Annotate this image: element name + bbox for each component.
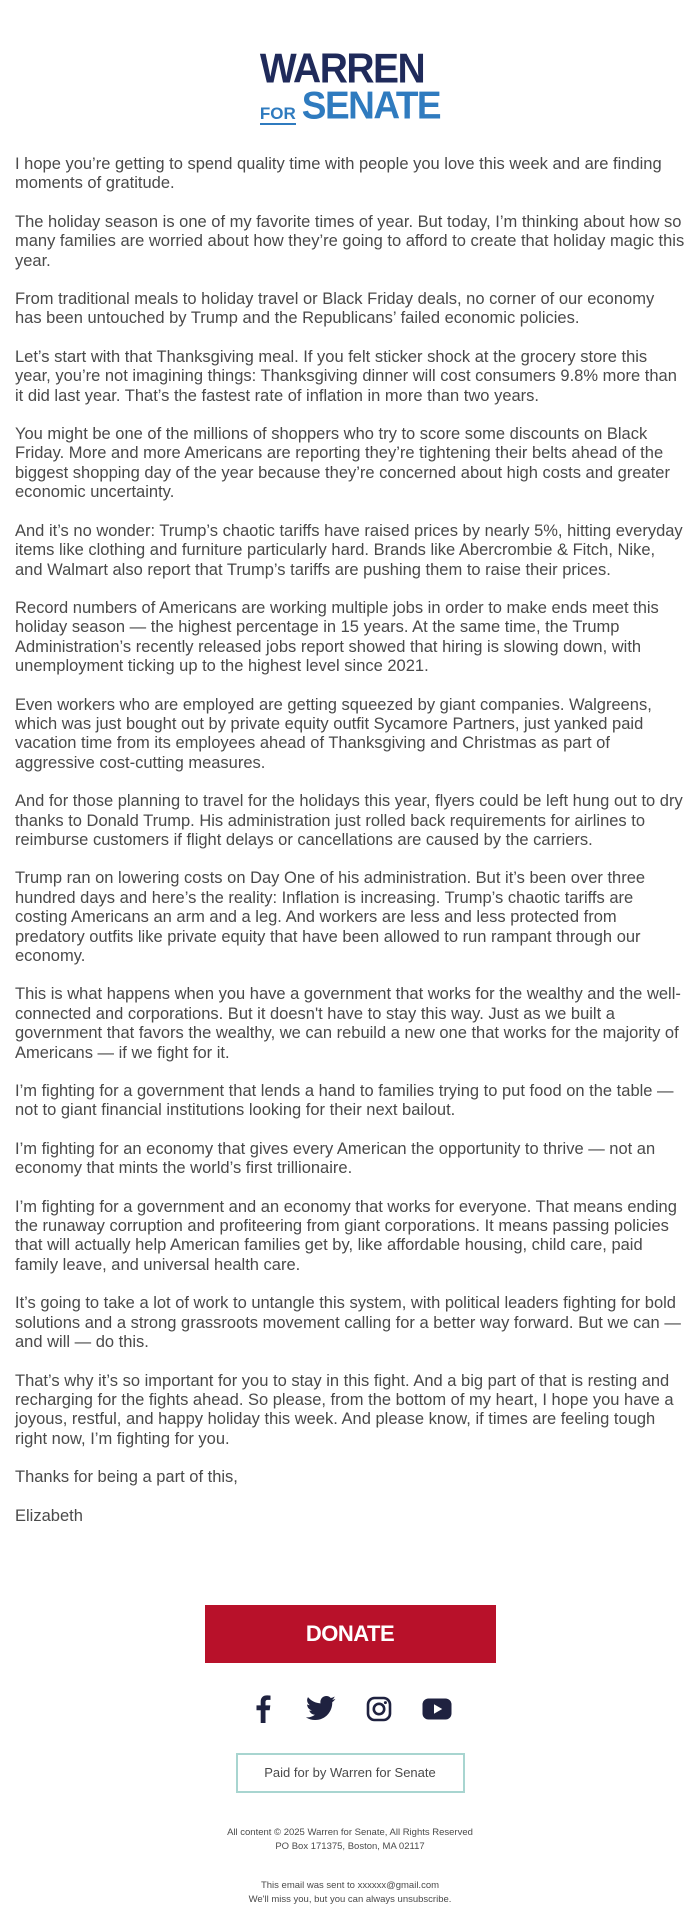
paid-for-disclaimer: Paid for by Warren for Senate bbox=[236, 1753, 465, 1793]
footer-subscription bbox=[0, 1854, 700, 1907]
copyright-text: All content © 2025 Warren for Senate, All Rights Reserved bbox=[227, 1826, 473, 1838]
sign-off: Thanks for being a part of this, bbox=[15, 1468, 238, 1487]
footer-legal bbox=[0, 1793, 700, 1854]
paragraph: Trump ran on lowering costs on Day One of his administration. But it’s been over three hundred days and here’s the reality: Inflation is increasing. Trump’s chaotic tariffs are costing Americans an arm and a leg. And workers are less and less protected from predatory outfits like private equity that have been allowed to run rampant through our economy. bbox=[15, 869, 646, 965]
logo-senate-text: SENATE bbox=[301, 84, 441, 128]
paragraph: I’m fighting for a government that lends a hand to families trying to put food on the table — not to giant financial institutions looking for their next bailout. bbox=[15, 1082, 674, 1120]
youtube-icon[interactable] bbox=[419, 1693, 455, 1725]
email-body bbox=[0, 130, 700, 1526]
paragraph: It’s going to take a lot of work to untangle this system, with political leaders fighting for bold solutions and a strong grassroots movement calling for a better way forward. But we can — and will — do this. bbox=[15, 1294, 681, 1352]
sent-to-text: This email was sent to xxxxxx@gmail.com bbox=[260, 1879, 440, 1891]
twitter-icon[interactable] bbox=[303, 1693, 339, 1725]
paragraph: I’m fighting for an economy that gives every American the opportunity to thrive — not an economy that mints the world’s first trillionaire. bbox=[15, 1139, 656, 1178]
paragraph: And it’s no wonder: Trump’s chaotic tariffs have raised prices by nearly 5%, hitting everyday items like clothing and furniture particularly hard. Brands like Abercrombie & Fitch, Nike, and Walmart also report that Trump’s tariffs are pushing them to raise their prices. bbox=[15, 521, 683, 579]
unsubscribe-link[interactable]: We'll miss you, but you can always unsubscribe. bbox=[248, 1893, 452, 1905]
logo-warren-text: WARREN bbox=[259, 45, 425, 93]
instagram-icon[interactable] bbox=[361, 1693, 397, 1725]
paragraph: This is what happens when you have a government that works for the wealthy and the well-connected and corporations. But it doesn't have to stay this way. Just as we built a government that favors the wealthy, we can rebuild a new one that works for the majority of Americans — if we fight for it. bbox=[15, 985, 681, 1062]
logo-for-text: FOR bbox=[259, 104, 296, 123]
paragraph: You might be one of the millions of shoppers who try to score some discounts on Black Friday. More and more Americans are reporting they’re tightening their belts ahead of the biggest shopping day of the year because they’re concerned about high costs and greater economic uncertainty. bbox=[15, 425, 670, 502]
paragraph: And for those planning to travel for the holidays this year, flyers could be left hung out to dry thanks to Donald Trump. His administration just rolled back requirements for airlines to reimburse customers if flight delays or cancellations are caused by the carriers. bbox=[15, 792, 683, 849]
logo[interactable] bbox=[0, 0, 700, 130]
signature: Elizabeth bbox=[15, 1506, 83, 1525]
facebook-icon[interactable] bbox=[245, 1693, 281, 1725]
donate-button[interactable]: DONATE bbox=[205, 1605, 496, 1663]
warren-for-senate-logo[interactable] bbox=[259, 45, 441, 128]
paragraph: The holiday season is one of my favorite times of year. But today, I’m thinking about how so many families are worried about how they’re going to afford to create that holiday magic this year. bbox=[15, 212, 685, 270]
paragraph: Let’s start with that Thanksgiving meal. If you felt sticker shock at the grocery store this year, you’re not imagining things: Thanksgiving dinner will cost consumers 9.8% more than it did last year. That’s the fastest rate of inflation in more than two years. bbox=[15, 347, 677, 405]
mailing-address: PO Box 171375, Boston, MA 02117 bbox=[275, 1840, 425, 1852]
paragraph: I’m fighting for a government and an economy that works for everyone. That means ending the runaway corruption and profiteering from giant corporations. It means passing policies that will actually help American families get by, like affordable housing, child care, paid family leave, and universal health care. bbox=[15, 1197, 677, 1274]
paragraph: Even workers who are employed are getting squeezed by giant companies. Walgreens, which was just bought out by private equity outfit Sycamore Partners, just yanked paid vacation time from its employees ahead of Thanksgiving and Christmas as part of aggressive cost-cutting measures. bbox=[15, 695, 652, 772]
paragraph: I hope you’re getting to spend quality time with people you love this week and are finding moments of gratitude. bbox=[15, 155, 662, 193]
paragraph: From traditional meals to holiday travel or Black Friday deals, no corner of our economy has been untouched by Trump and the Republicans’ failed economic policies. bbox=[15, 290, 655, 328]
social-links bbox=[0, 1663, 700, 1725]
paragraph: That’s why it’s so important for you to stay in this fight. And a big part of that is resting and recharging for the fights ahead. So please, from the bottom of my heart, I hope you have a joyous, restful, and happy holiday this week. And please know, if times are feeling tough right now, I’m fighting for you. bbox=[15, 1371, 674, 1448]
paragraph: Record numbers of Americans are working multiple jobs in order to make ends meet this holiday season — the highest percentage in 15 years. At the same time, the Trump Administration’s recently released jobs report showed that hiring is slowing down, with unemployment ticking up to the highest level since 2021. bbox=[15, 598, 659, 676]
